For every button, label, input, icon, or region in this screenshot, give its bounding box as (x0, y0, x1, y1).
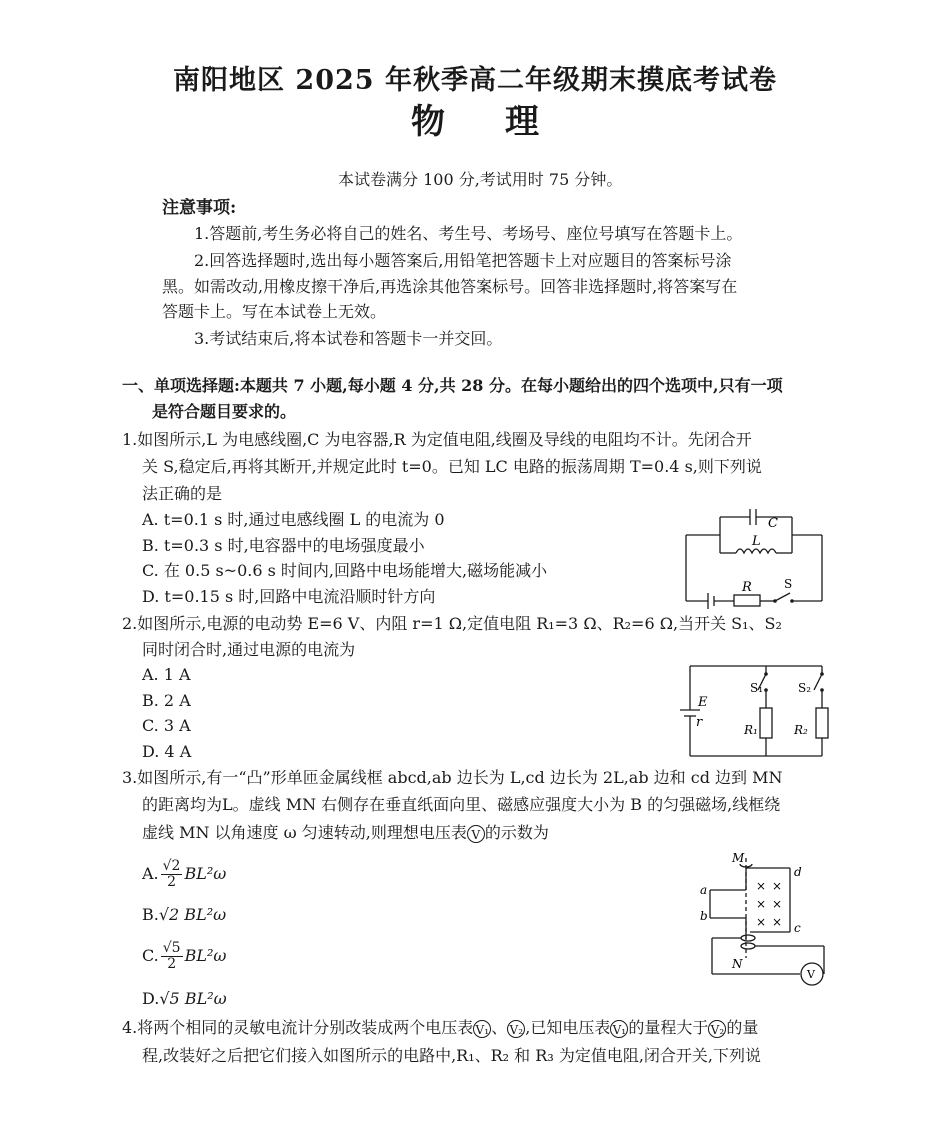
option-c (142, 939, 226, 973)
option-a: A. 1 A (142, 665, 191, 684)
field-cross: × (756, 879, 767, 893)
voltmeter-v1-symbol: V₁ (610, 1020, 628, 1038)
label-s1: S₁ (750, 681, 764, 695)
label-a: a (700, 883, 708, 897)
subject-title: 物理 (411, 102, 599, 142)
label-c: C (768, 516, 778, 531)
notice-item: 3.考试结束后,将本试卷和答题卡一并交回。 (194, 329, 503, 348)
question-text-part: 、 (491, 1018, 508, 1037)
option-d: D. t=0.15 s 时,回路中电流沿顺时针方向 (142, 587, 436, 606)
option-d (142, 989, 227, 1009)
voltmeter-v2-symbol: V₂ (507, 1020, 525, 1038)
option-c: C. 3 A (142, 716, 191, 735)
question-text (142, 823, 549, 843)
label-l: L (752, 534, 761, 549)
option-prefix: C. (142, 946, 159, 965)
notice-item: 1.答题前,考生务必将自己的姓名、考生号、考场号、座位号填写在答题卡上。 (194, 224, 743, 243)
question-text-part: 的量程大于 (628, 1018, 709, 1037)
fraction-numerator: √2 (162, 858, 181, 874)
option-expression: BL²ω (184, 864, 227, 883)
notice-item: 2.回答选择题时,选出每小题答案后,用铅笔把答题卡上对应题目的答案标号涂 (194, 251, 732, 270)
field-cross: × (756, 915, 767, 929)
label-n: N (732, 957, 743, 971)
label-e: E (698, 695, 708, 710)
question-text-part: 虚线 MN 以角速度 ω 匀速转动,则理想电压表 (142, 823, 467, 842)
label-r1: R₁ (744, 723, 758, 737)
notice-heading: 注意事项: (162, 198, 237, 218)
option-expression: √2 BL²ω (158, 905, 227, 924)
question-text: 关 S,稳定后,再将其断开,并规定此时 t=0。已知 LC 电路的振荡周期 T=0.4 s,则下列说 (142, 457, 762, 476)
fraction (161, 941, 183, 972)
notice-item: 答题卡上。写在本试卷上无效。 (162, 302, 387, 321)
rotating-frame-figure (696, 850, 830, 1000)
option-a: A. t=0.1 s 时,通过电感线圈 L 的电流为 0 (142, 510, 445, 529)
voltmeter-label: V (807, 968, 815, 981)
label-r: R (742, 580, 752, 595)
label-s: S (784, 577, 793, 591)
question-text: 的距离均为L。虚线 MN 右侧存在垂直纸面向里、磁感应强度大小为 B 的匀强磁场,线框绕 (142, 795, 781, 814)
label-s2: S₂ (798, 681, 812, 695)
question-text: 3.如图所示,有一“凸”形单匝金属线框 abcd,ab 边长为 L,cd 边长为 2L,ab 边和 cd 边到 MN (122, 768, 783, 787)
notice-item: 黑。如需改动,用橡皮擦干净后,再选涂其他答案标号。回答非选择题时,将答案写在 (162, 277, 738, 296)
option-prefix: A. (142, 864, 159, 883)
voltmeter-v1-symbol: V₁ (473, 1020, 491, 1038)
fraction (161, 859, 183, 890)
option-b (142, 905, 226, 925)
label-d: d (794, 865, 802, 879)
field-cross: × (772, 879, 783, 893)
label-r2: R₂ (794, 723, 808, 737)
option-prefix: B. (142, 905, 159, 924)
option-prefix: D. (142, 989, 160, 1008)
question-text: 程,改装好之后把它们接入如图所示的电路中,R₁、R₂ 和 R₃ 为定值电阻,闭合开关,下列说 (142, 1046, 761, 1065)
lc-circuit-figure (680, 505, 830, 610)
question-text-part: 的量 (726, 1018, 759, 1037)
field-cross: × (772, 897, 783, 911)
label-m: M (732, 851, 745, 865)
option-c: C. 在 0.5 s~0.6 s 时间内,回路中电场能增大,磁场能减小 (142, 561, 548, 580)
section-heading: 一、单项选择题:本题共 7 小题,每小题 4 分,共 28 分。在每小题给出的四个选项中,只有一项 (122, 376, 783, 395)
question-text: 法正确的是 (142, 484, 223, 503)
option-expression: √5 BL²ω (159, 989, 227, 1008)
voltmeter-symbol: V (467, 825, 485, 843)
fraction-denominator: 2 (167, 956, 177, 972)
option-d: D. 4 A (142, 742, 192, 761)
question-text-part: 4.将两个相同的灵敏电流计分别改装成两个电压表 (122, 1018, 474, 1037)
label-r-internal: r (696, 715, 703, 730)
question-text-part: 的示数为 (484, 823, 549, 842)
magnetic-field-crosses (756, 879, 782, 929)
fraction-numerator: √5 (162, 940, 181, 956)
question-text (122, 1018, 758, 1038)
question-text: 1.如图所示,L 为电感线圈,C 为电容器,R 为定值电阻,线圈及导线的电阻均不计。先闭合开 (122, 430, 752, 449)
question-text: 同时闭合时,通过电源的电流为 (142, 640, 356, 659)
field-cross: × (756, 897, 767, 911)
exam-title: 南阳地区 2025 年秋季高二年级期末摸底考试卷 (173, 65, 777, 96)
option-a (142, 857, 226, 891)
section-heading: 是符合题目要求的。 (152, 402, 297, 421)
field-cross: × (772, 915, 783, 929)
label-c: c (794, 921, 801, 935)
label-b: b (700, 909, 708, 923)
option-b: B. t=0.3 s 时,电容器中的电场强度最小 (142, 536, 425, 555)
question-text: 2.如图所示,电源的电动势 E=6 V、内阻 r=1 Ω,定值电阻 R₁=3 Ω、R₂=6 Ω,当开关 S₁、S₂ (122, 614, 782, 633)
voltmeter-v2-symbol: V₂ (708, 1020, 726, 1038)
option-b: B. 2 A (142, 691, 191, 710)
option-expression: BL²ω (184, 946, 227, 965)
exam-intro: 本试卷满分 100 分,考试用时 75 分钟。 (338, 170, 623, 189)
question-text-part: ,已知电压表 (525, 1018, 611, 1037)
dc-circuit-figure (676, 660, 836, 762)
fraction-denominator: 2 (167, 874, 177, 890)
